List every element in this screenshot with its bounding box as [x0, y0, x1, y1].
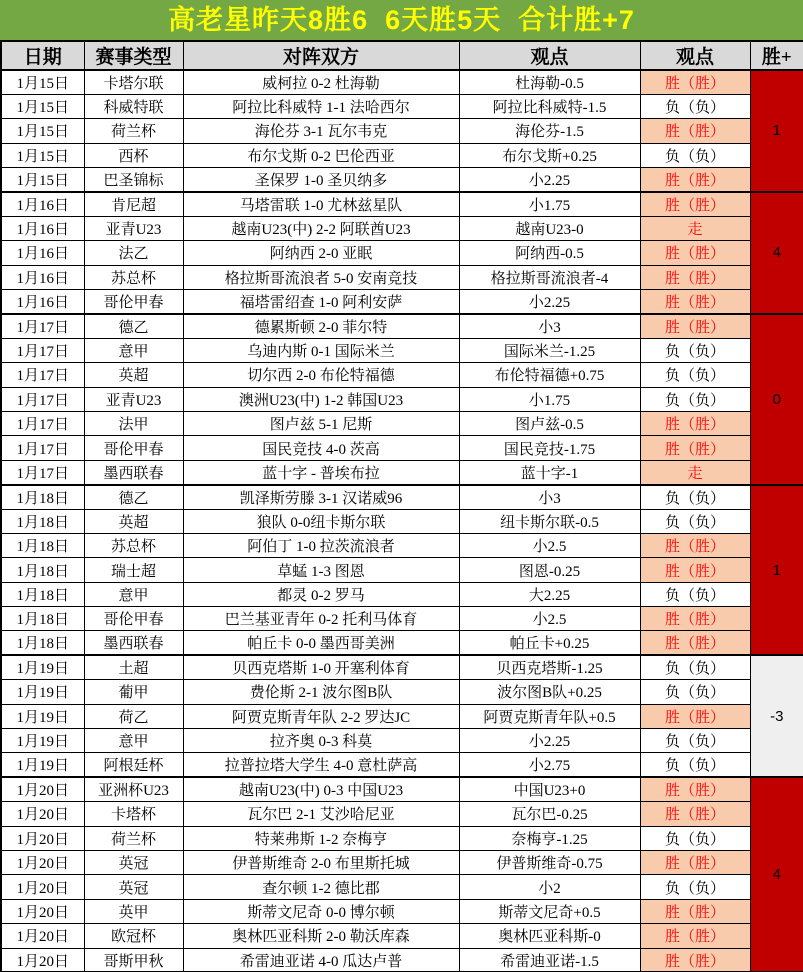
league-cell: 土超: [84, 655, 183, 679]
result-cell: 负（负）: [640, 582, 750, 606]
match-cell: 阿伯丁 1-0 拉茨流浪者: [183, 533, 459, 557]
table-row: [1, 899, 803, 923]
pick-cell: 贝西克塔斯-1.25: [459, 655, 640, 679]
header-league: 赛事类型: [84, 41, 183, 70]
pick-cell: 中国U23+0: [459, 777, 640, 801]
pick-cell: 阿贾克斯青年队+0.5: [459, 704, 640, 728]
header-date: 日期: [1, 41, 84, 70]
table-row: [1, 119, 803, 143]
table-row: [1, 704, 803, 728]
result-cell: 胜（胜）: [640, 558, 750, 582]
match-cell: 希雷迪亚诺 4-0 瓜达卢普: [183, 948, 459, 972]
pick-cell: 蓝十字-1: [459, 460, 640, 484]
header-row: [1, 41, 803, 70]
date-cell: 1月15日: [1, 143, 84, 167]
header-pick: 观点: [459, 41, 640, 70]
match-cell: 马塔雷联 1-0 尤林兹星队: [183, 192, 459, 216]
pick-cell: 小1.75: [459, 387, 640, 411]
match-cell: 费伦斯 2-1 波尔图B队: [183, 680, 459, 704]
result-cell: 负（负）: [640, 387, 750, 411]
pick-cell: 纽卡斯尔联-0.5: [459, 509, 640, 533]
date-cell: 1月15日: [1, 70, 84, 94]
pick-cell: 奈梅亨-1.25: [459, 826, 640, 850]
date-cell: 1月19日: [1, 729, 84, 753]
pick-cell: 小2.5: [459, 533, 640, 557]
table-row: [1, 387, 803, 411]
league-cell: 英冠: [84, 875, 183, 899]
match-cell: 奥林匹亚科斯 2-0 勒沃库森: [183, 924, 459, 948]
result-cell: 走: [640, 460, 750, 484]
league-cell: 意甲: [84, 582, 183, 606]
pick-cell: 小1.75: [459, 192, 640, 216]
league-cell: 意甲: [84, 729, 183, 753]
date-cell: 1月17日: [1, 338, 84, 362]
league-cell: 阿根廷杯: [84, 753, 183, 777]
match-cell: 德累斯顿 2-0 菲尔特: [183, 314, 459, 338]
match-cell: 越南U23(中) 0-3 中国U23: [183, 777, 459, 801]
result-cell: 负（负）: [640, 729, 750, 753]
match-cell: 格拉斯哥流浪者 5-0 安南竞技: [183, 265, 459, 289]
table-row: [1, 314, 803, 338]
match-cell: 阿拉比科威特 1-1 法哈西尔: [183, 94, 459, 118]
match-cell: 狼队 0-0纽卡斯尔联: [183, 509, 459, 533]
result-cell: 胜（胜）: [640, 899, 750, 923]
date-cell: 1月20日: [1, 875, 84, 899]
league-cell: 哥伦甲春: [84, 290, 183, 314]
result-cell: 胜（胜）: [640, 168, 750, 192]
result-cell: 负（负）: [640, 485, 750, 509]
result-cell: 胜（胜）: [640, 241, 750, 265]
date-cell: 1月20日: [1, 826, 84, 850]
match-cell: 圣保罗 1-0 圣贝纳多: [183, 168, 459, 192]
result-cell: 胜（胜）: [640, 119, 750, 143]
score-cell: -3: [750, 655, 803, 777]
pick-cell: 小2: [459, 875, 640, 899]
pick-cell: 伊普斯维奇-0.75: [459, 851, 640, 875]
table-header: [1, 41, 803, 70]
match-cell: 蓝十字 - 普埃布拉: [183, 460, 459, 484]
result-cell: 胜（胜）: [640, 607, 750, 631]
table-row: [1, 70, 803, 94]
table-row: [1, 655, 803, 679]
result-cell: 胜（胜）: [640, 704, 750, 728]
match-cell: 特莱弗斯 1-2 奈梅亨: [183, 826, 459, 850]
result-cell: 胜（胜）: [640, 411, 750, 435]
table-row: [1, 265, 803, 289]
table-row: [1, 558, 803, 582]
result-cell: 胜（胜）: [640, 948, 750, 972]
league-cell: 英超: [84, 363, 183, 387]
table-row: [1, 216, 803, 240]
league-cell: 英冠: [84, 851, 183, 875]
result-cell: 负（负）: [640, 94, 750, 118]
date-cell: 1月19日: [1, 704, 84, 728]
league-cell: 卡塔尔联: [84, 70, 183, 94]
result-cell: 负（负）: [640, 826, 750, 850]
date-cell: 1月16日: [1, 265, 84, 289]
match-cell: 拉齐奥 0-3 科莫: [183, 729, 459, 753]
league-cell: 墨西联春: [84, 460, 183, 484]
match-cell: 越南U23(中) 2-2 阿联酋U23: [183, 216, 459, 240]
match-cell: 阿纳西 2-0 亚眠: [183, 241, 459, 265]
date-cell: 1月19日: [1, 655, 84, 679]
league-cell: 英超: [84, 509, 183, 533]
pick-cell: 阿纳西-0.5: [459, 241, 640, 265]
pick-cell: 格拉斯哥流浪者-4: [459, 265, 640, 289]
result-cell: 负（负）: [640, 363, 750, 387]
match-cell: 阿贾克斯青年队 2-2 罗达JC: [183, 704, 459, 728]
match-cell: 乌迪内斯 0-1 国际米兰: [183, 338, 459, 362]
league-cell: 德乙: [84, 314, 183, 338]
result-cell: 胜（胜）: [640, 192, 750, 216]
league-cell: 葡甲: [84, 680, 183, 704]
match-cell: 斯蒂文尼奇 0-0 博尔顿: [183, 899, 459, 923]
league-cell: 苏总杯: [84, 265, 183, 289]
header-match: 对阵双方: [183, 41, 459, 70]
result-cell: 胜（胜）: [640, 851, 750, 875]
pick-cell: 波尔图B队+0.25: [459, 680, 640, 704]
date-cell: 1月18日: [1, 533, 84, 557]
table-row: [1, 680, 803, 704]
table-row: [1, 729, 803, 753]
table-row: [1, 411, 803, 435]
result-cell: 负（负）: [640, 655, 750, 679]
date-cell: 1月17日: [1, 363, 84, 387]
result-cell: 胜（胜）: [640, 314, 750, 338]
table-row: [1, 192, 803, 216]
pick-cell: 国民竞技-1.75: [459, 436, 640, 460]
date-cell: 1月17日: [1, 314, 84, 338]
table-row: [1, 607, 803, 631]
pick-cell: 瓦尔巴-0.25: [459, 802, 640, 826]
match-cell: 凯泽斯劳滕 3-1 汉诺威96: [183, 485, 459, 509]
match-cell: 威柯拉 0-2 杜海勒: [183, 70, 459, 94]
date-cell: 1月19日: [1, 680, 84, 704]
result-cell: 胜（胜）: [640, 436, 750, 460]
pick-cell: 海伦芬-1.5: [459, 119, 640, 143]
table-row: [1, 875, 803, 899]
pick-cell: 小2.25: [459, 290, 640, 314]
table-row: [1, 948, 803, 972]
league-cell: 法甲: [84, 411, 183, 435]
league-cell: 墨西联春: [84, 631, 183, 655]
match-cell: 草蜢 1-3 图恩: [183, 558, 459, 582]
league-cell: 荷兰杯: [84, 826, 183, 850]
result-cell: 胜（胜）: [640, 802, 750, 826]
table-row: [1, 338, 803, 362]
pick-cell: 小2.5: [459, 607, 640, 631]
table-row: [1, 802, 803, 826]
date-cell: 1月18日: [1, 509, 84, 533]
league-cell: 亚洲杯U23: [84, 777, 183, 801]
match-cell: 海伦芬 3-1 瓦尔韦克: [183, 119, 459, 143]
match-cell: 福塔雷绍查 1-0 阿利安萨: [183, 290, 459, 314]
league-cell: 意甲: [84, 338, 183, 362]
match-cell: 查尔顿 1-2 德比郡: [183, 875, 459, 899]
table-row: [1, 631, 803, 655]
result-cell: 负（负）: [640, 753, 750, 777]
pick-cell: 图卢兹-0.5: [459, 411, 640, 435]
league-cell: 苏总杯: [84, 533, 183, 557]
league-cell: 瑞士超: [84, 558, 183, 582]
match-cell: 图卢兹 5-1 尼斯: [183, 411, 459, 435]
score-cell: 1: [750, 70, 803, 192]
date-cell: 1月17日: [1, 411, 84, 435]
date-cell: 1月17日: [1, 460, 84, 484]
date-cell: 1月20日: [1, 851, 84, 875]
table-row: [1, 241, 803, 265]
league-cell: 荷兰杯: [84, 119, 183, 143]
pick-cell: 杜海勒-0.5: [459, 70, 640, 94]
league-cell: 科威特联: [84, 94, 183, 118]
table-row: [1, 582, 803, 606]
league-cell: 肯尼超: [84, 192, 183, 216]
table-row: [1, 363, 803, 387]
match-cell: 瓦尔巴 2-1 艾沙哈尼亚: [183, 802, 459, 826]
league-cell: 欧冠杯: [84, 924, 183, 948]
league-cell: 德乙: [84, 485, 183, 509]
result-cell: 胜（胜）: [640, 631, 750, 655]
league-cell: 巴圣锦标: [84, 168, 183, 192]
score-cell: 4: [750, 192, 803, 314]
pick-cell: 越南U23-0: [459, 216, 640, 240]
pick-cell: 布伦特福德+0.75: [459, 363, 640, 387]
match-cell: 澳洲U23(中) 1-2 韩国U23: [183, 387, 459, 411]
pick-cell: 斯蒂文尼奇+0.5: [459, 899, 640, 923]
result-cell: 走: [640, 216, 750, 240]
score-cell: 0: [750, 314, 803, 485]
pick-cell: 大2.25: [459, 582, 640, 606]
result-cell: 负（负）: [640, 143, 750, 167]
page-title: 高老星昨天8胜6 6天胜5天 合计胜+7: [0, 0, 803, 40]
league-cell: 荷乙: [84, 704, 183, 728]
results-table: [0, 40, 803, 972]
result-cell: 胜（胜）: [640, 265, 750, 289]
match-cell: 伊普斯维奇 2-0 布里斯托城: [183, 851, 459, 875]
table-row: [1, 168, 803, 192]
league-cell: 卡塔杯: [84, 802, 183, 826]
pick-cell: 奥林匹亚科斯-0: [459, 924, 640, 948]
date-cell: 1月20日: [1, 802, 84, 826]
pick-cell: 小2.25: [459, 729, 640, 753]
match-cell: 国民竞技 4-0 茨高: [183, 436, 459, 460]
league-cell: 哥伦甲春: [84, 436, 183, 460]
pick-cell: 布尔戈斯+0.25: [459, 143, 640, 167]
table-row: [1, 290, 803, 314]
pick-cell: 小3: [459, 485, 640, 509]
table-row: [1, 485, 803, 509]
pick-cell: 阿拉比科威特-1.5: [459, 94, 640, 118]
date-cell: 1月15日: [1, 94, 84, 118]
league-cell: 法乙: [84, 241, 183, 265]
date-cell: 1月16日: [1, 241, 84, 265]
league-cell: 哥斯甲秋: [84, 948, 183, 972]
league-cell: 亚青U23: [84, 216, 183, 240]
date-cell: 1月18日: [1, 631, 84, 655]
date-cell: 1月20日: [1, 924, 84, 948]
header-score: 胜+: [750, 41, 803, 70]
date-cell: 1月15日: [1, 168, 84, 192]
table-row: [1, 924, 803, 948]
pick-cell: 小3: [459, 314, 640, 338]
date-cell: 1月18日: [1, 558, 84, 582]
date-cell: 1月15日: [1, 119, 84, 143]
table-row: [1, 753, 803, 777]
pick-cell: 图恩-0.25: [459, 558, 640, 582]
pick-cell: 小2.25: [459, 168, 640, 192]
match-cell: 贝西克塔斯 1-0 开塞利体育: [183, 655, 459, 679]
table-row: [1, 94, 803, 118]
date-cell: 1月17日: [1, 387, 84, 411]
date-cell: 1月16日: [1, 216, 84, 240]
match-cell: 帕丘卡 0-0 墨西哥美洲: [183, 631, 459, 655]
result-cell: 负（负）: [640, 680, 750, 704]
league-cell: 哥伦甲春: [84, 607, 183, 631]
result-cell: 胜（胜）: [640, 533, 750, 557]
result-cell: 负（负）: [640, 875, 750, 899]
date-cell: 1月18日: [1, 485, 84, 509]
header-result: 观点: [640, 41, 750, 70]
score-cell: 4: [750, 777, 803, 972]
results-table-body: [1, 70, 803, 972]
table-row: [1, 851, 803, 875]
match-cell: 巴兰基亚青年 0-2 托利马体育: [183, 607, 459, 631]
match-cell: 都灵 0-2 罗马: [183, 582, 459, 606]
result-cell: 胜（胜）: [640, 70, 750, 94]
pick-cell: 帕丘卡+0.25: [459, 631, 640, 655]
league-cell: 亚青U23: [84, 387, 183, 411]
date-cell: 1月19日: [1, 753, 84, 777]
pick-cell: 小2.75: [459, 753, 640, 777]
result-cell: 胜（胜）: [640, 777, 750, 801]
table-row: [1, 509, 803, 533]
table-row: [1, 533, 803, 557]
result-cell: 胜（胜）: [640, 290, 750, 314]
date-cell: 1月16日: [1, 192, 84, 216]
pick-cell: 国际米兰-1.25: [459, 338, 640, 362]
date-cell: 1月17日: [1, 436, 84, 460]
result-cell: 胜（胜）: [640, 924, 750, 948]
table-row: [1, 143, 803, 167]
league-cell: 西杯: [84, 143, 183, 167]
table-row: [1, 826, 803, 850]
score-cell: 1: [750, 485, 803, 656]
match-cell: 布尔戈斯 0-2 巴伦西亚: [183, 143, 459, 167]
date-cell: 1月18日: [1, 607, 84, 631]
result-cell: 负（负）: [640, 338, 750, 362]
date-cell: 1月20日: [1, 777, 84, 801]
table-row: [1, 460, 803, 484]
table-row: [1, 436, 803, 460]
date-cell: 1月20日: [1, 948, 84, 972]
table-row: [1, 777, 803, 801]
date-cell: 1月20日: [1, 899, 84, 923]
match-cell: 拉普拉塔大学生 4-0 意杜萨高: [183, 753, 459, 777]
league-cell: 英甲: [84, 899, 183, 923]
date-cell: 1月16日: [1, 290, 84, 314]
pick-cell: 希雷迪亚诺-1.5: [459, 948, 640, 972]
date-cell: 1月18日: [1, 582, 84, 606]
result-cell: 负（负）: [640, 509, 750, 533]
match-cell: 切尔西 2-0 布伦特福德: [183, 363, 459, 387]
